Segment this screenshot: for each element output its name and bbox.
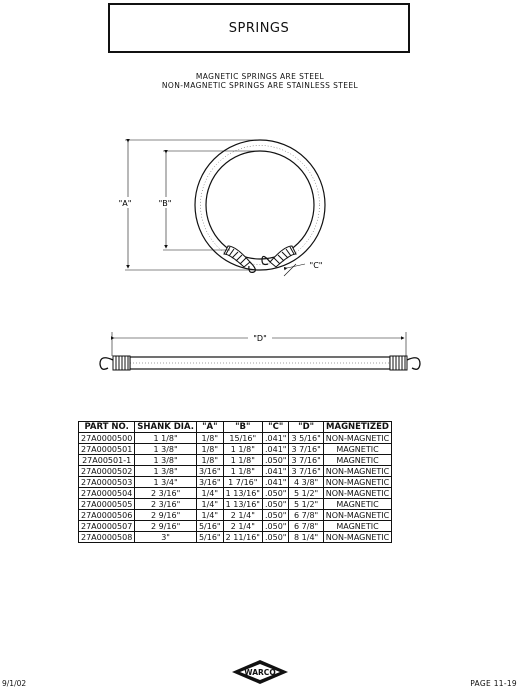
part-no-cell: 27A0000500 [79,433,135,444]
b-cell: 2 11/16" [223,532,262,543]
dim-c-line [287,264,305,268]
magnetized-cell: MAGNETIC [323,499,391,510]
part-no-cell: 27A0000502 [79,466,135,477]
parts-table [78,421,392,543]
c-cell: .050" [262,510,289,521]
table-row [79,488,392,499]
a-cell: 1/8" [196,455,223,466]
shank-dia-cell: 1 3/8" [135,466,197,477]
table-row [79,433,392,444]
col-a: "A" [196,422,223,433]
note-magnetic: MAGNETIC SPRINGS ARE STEEL [195,72,325,81]
d-cell: 6 7/8" [289,510,323,521]
magnetized-cell: NON-MAGNETIC [323,532,391,543]
c-cell: .050" [262,488,289,499]
b-cell: 1 1/8" [223,466,262,477]
page-number: PAGE 11-19 [470,679,517,688]
a-cell: 5/16" [196,532,223,543]
b-cell: 1 7/16" [223,477,262,488]
a-cell: 3/16" [196,477,223,488]
d-cell: 4 3/8" [289,477,323,488]
a-cell: 3/16" [196,466,223,477]
d-cell: 6 7/8" [289,521,323,532]
part-no-cell: 27A0000508 [79,532,135,543]
magnetized-cell: NON-MAGNETIC [323,488,391,499]
table-row [79,477,392,488]
shank-dia-cell: 1 1/8" [135,433,197,444]
a-cell: 1/8" [196,433,223,444]
warco-logo [230,659,290,685]
shank-dia-cell: 2 3/16" [135,488,197,499]
b-cell: 2 1/4" [223,521,262,532]
shank-dia-cell: 1 3/4" [135,477,197,488]
svg-text:WARCO: WARCO [244,668,276,677]
c-cell: .041" [262,444,289,455]
col-c: "C" [262,422,289,433]
b-cell: 1 13/16" [223,499,262,510]
ring-outer [195,140,325,270]
d-cell: 5 1/2" [289,488,323,499]
hook-left [100,358,113,370]
dim-c-label: "C" [309,261,323,270]
coil-right [270,246,296,267]
dim-c-leader [284,264,296,276]
col-shank-dia: SHANK DIA. [135,422,197,433]
d-cell: 5 1/2" [289,499,323,510]
magnetized-cell: NON-MAGNETIC [323,433,391,444]
c-cell: .041" [262,466,289,477]
part-no-cell: 27A0000504 [79,488,135,499]
table-row [79,499,392,510]
c-cell: .050" [262,499,289,510]
table-row [79,521,392,532]
a-cell: 1/4" [196,488,223,499]
part-no-cell: 27A0000505 [79,499,135,510]
d-cell: 3 5/16" [289,433,323,444]
part-no-cell: 27A0000503 [79,477,135,488]
shank-dia-cell: 2 3/16" [135,499,197,510]
col-magnetized: MAGNETIZED [323,422,391,433]
hook-right [407,358,420,370]
table-row [79,510,392,521]
magnetized-cell: MAGNETIC [323,521,391,532]
part-no-cell: 27A0000506 [79,510,135,521]
table-header-row [79,422,392,433]
footer-date: 9/1/02 [2,679,27,688]
shank-dia-cell: 2 9/16" [135,510,197,521]
d-cell: 3 7/16" [289,444,323,455]
ring-spring-figure [125,140,325,276]
c-cell: .041" [262,433,289,444]
a-cell: 1/4" [196,499,223,510]
d-cell: 3 7/16" [289,455,323,466]
table-row [79,444,392,455]
d-cell: 8 1/4" [289,532,323,543]
col-part-no: PART NO. [79,422,135,433]
c-cell: .050" [262,521,289,532]
coil-left [224,246,250,267]
part-no-cell: 27A0000507 [79,521,135,532]
shank-dia-cell: 1 3/8" [135,455,197,466]
dim-b-label: "B" [158,199,172,208]
dim-d-label: "D" [253,334,267,343]
ring-mid [201,146,320,265]
table-row [79,466,392,477]
shank-dia-cell: 1 3/8" [135,444,197,455]
b-cell: 1 1/8" [223,455,262,466]
a-cell: 1/4" [196,510,223,521]
shank-dia-cell: 2 9/16" [135,521,197,532]
shank-dia-cell: 3" [135,532,197,543]
magnetized-cell: MAGNETIC [323,444,391,455]
magnetized-cell: NON-MAGNETIC [323,466,391,477]
d-cell: 3 7/16" [289,466,323,477]
b-cell: 1 13/16" [223,488,262,499]
note-non-magnetic: NON-MAGNETIC SPRINGS ARE STAINLESS STEEL [161,81,359,90]
magnetized-cell: MAGNETIC [323,455,391,466]
part-no-cell: 27A0000501 [79,444,135,455]
table-row [79,532,392,543]
b-cell: 2 1/4" [223,510,262,521]
part-no-cell: 27A00501-1 [79,455,135,466]
table-row [79,455,392,466]
b-cell: 15/16" [223,433,262,444]
magnetized-cell: NON-MAGNETIC [323,510,391,521]
coil-right-end [390,356,407,370]
magnetized-cell: NON-MAGNETIC [323,477,391,488]
coil-left-end [113,356,130,370]
b-cell: 1 1/8" [223,444,262,455]
col-b: "B" [223,422,262,433]
c-cell: .050" [262,532,289,543]
a-cell: 1/8" [196,444,223,455]
c-cell: .041" [262,477,289,488]
dim-a-label: "A" [118,199,132,208]
c-cell: .050" [262,455,289,466]
ring-inner [206,151,314,259]
a-cell: 5/16" [196,521,223,532]
col-d: "D" [289,422,323,433]
page-title: SPRINGS [108,3,410,53]
